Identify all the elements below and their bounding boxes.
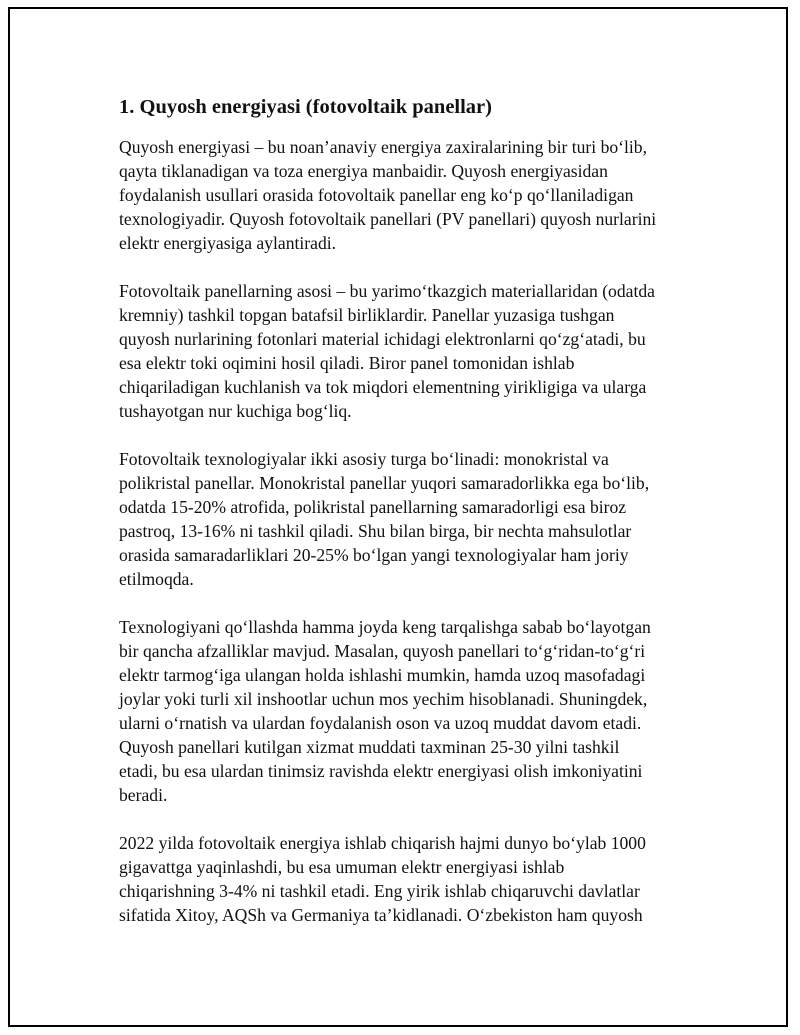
document-page <box>8 7 788 1027</box>
paragraph-statistics: 2022 yilda fotovoltaik energiya ishlab chiqarish hajmi dunyo bo‘ylab 1000 gigavattga yaqinlashdi, bu esa umuman elektr energiyasi ishlab chiqarishning 3-4% ni tashkil etadi. Eng yirik ishlab chiqaruvchi davlatlar sifatida Xitoy, AQSh va Germaniya ta’kidlanadi. O‘zbekiston ham quyosh <box>119 832 646 925</box>
section-heading: 1. Quyosh energiyasi (fotovoltaik panellar) <box>119 96 492 118</box>
document-content <box>119 95 699 951</box>
paragraph-advantages: Texnologiyani qo‘llashda hamma joyda keng tarqalishga sabab bo‘layotgan bir qancha afzalliklar mavjud. Masalan, quyosh panellari to‘g‘ridan-to‘g‘ri elektr tarmog‘iga ulangan holda ishlashi mumkin, hamda uzoq masofadagi joylar yoki turli xil inshootlar uchun mos yechim hisoblanadi. Shuningdek, ularni o‘rnatish va ulardan foydalanish oson va uzoq muddat davom etadi. Quyosh panellari kutilgan xizmat muddati taxminan 25-30 yilni tashkil etadi, bu esa ulardan tinimsiz ravishda elektr energiyasi olish imkoniyatini beradi. <box>119 616 651 805</box>
paragraph-basics: Fotovoltaik panellarning asosi – bu yarimo‘tkazgich materiallaridan (odatda kremniy) tashkil topgan batafsil birliklardir. Panellar yuzasiga tushgan quyosh nurlarining fotonlari material ichidagi elektronlarni qo‘zg‘atadi, bu esa elektr toki oqimini hosil qiladi. Biror panel tomonidan ishlab chiqariladigan kuchlanish va tok miqdori elementning yirikligiga va ularga tushayotgan nur kuchiga bog‘liq. <box>119 280 655 421</box>
paragraph-intro: Quyosh energiyasi – bu noan’anaviy energiya zaxiralarining bir turi bo‘lib, qayta tiklanadigan va toza energiya manbaidir. Quyosh energiyasidan foydalanish usullari orasida fotovoltaik panellar eng ko‘p qo‘llaniladigan texnologiyadir. Quyosh fotovoltaik panellari (PV panellari) quyosh nurlarini elektr energiyasiga aylantiradi. <box>119 136 657 253</box>
paragraph-types: Fotovoltaik texnologiyalar ikki asosiy turga bo‘linadi: monokristal va polikristal panellar. Monokristal panellar yuqori samaradorlikka ega bo‘lib, odatda 15-20% atrofida, polikristal panellarning samaradorligi esa biroz pastroq, 13-16% ni tashkil qiladi. Shu bilan birga, bir nechta mahsulotlar orasida samaradarliklari 20-25% bo‘lgan yangi texnologiyalar ham joriy etilmoqda. <box>119 448 650 589</box>
